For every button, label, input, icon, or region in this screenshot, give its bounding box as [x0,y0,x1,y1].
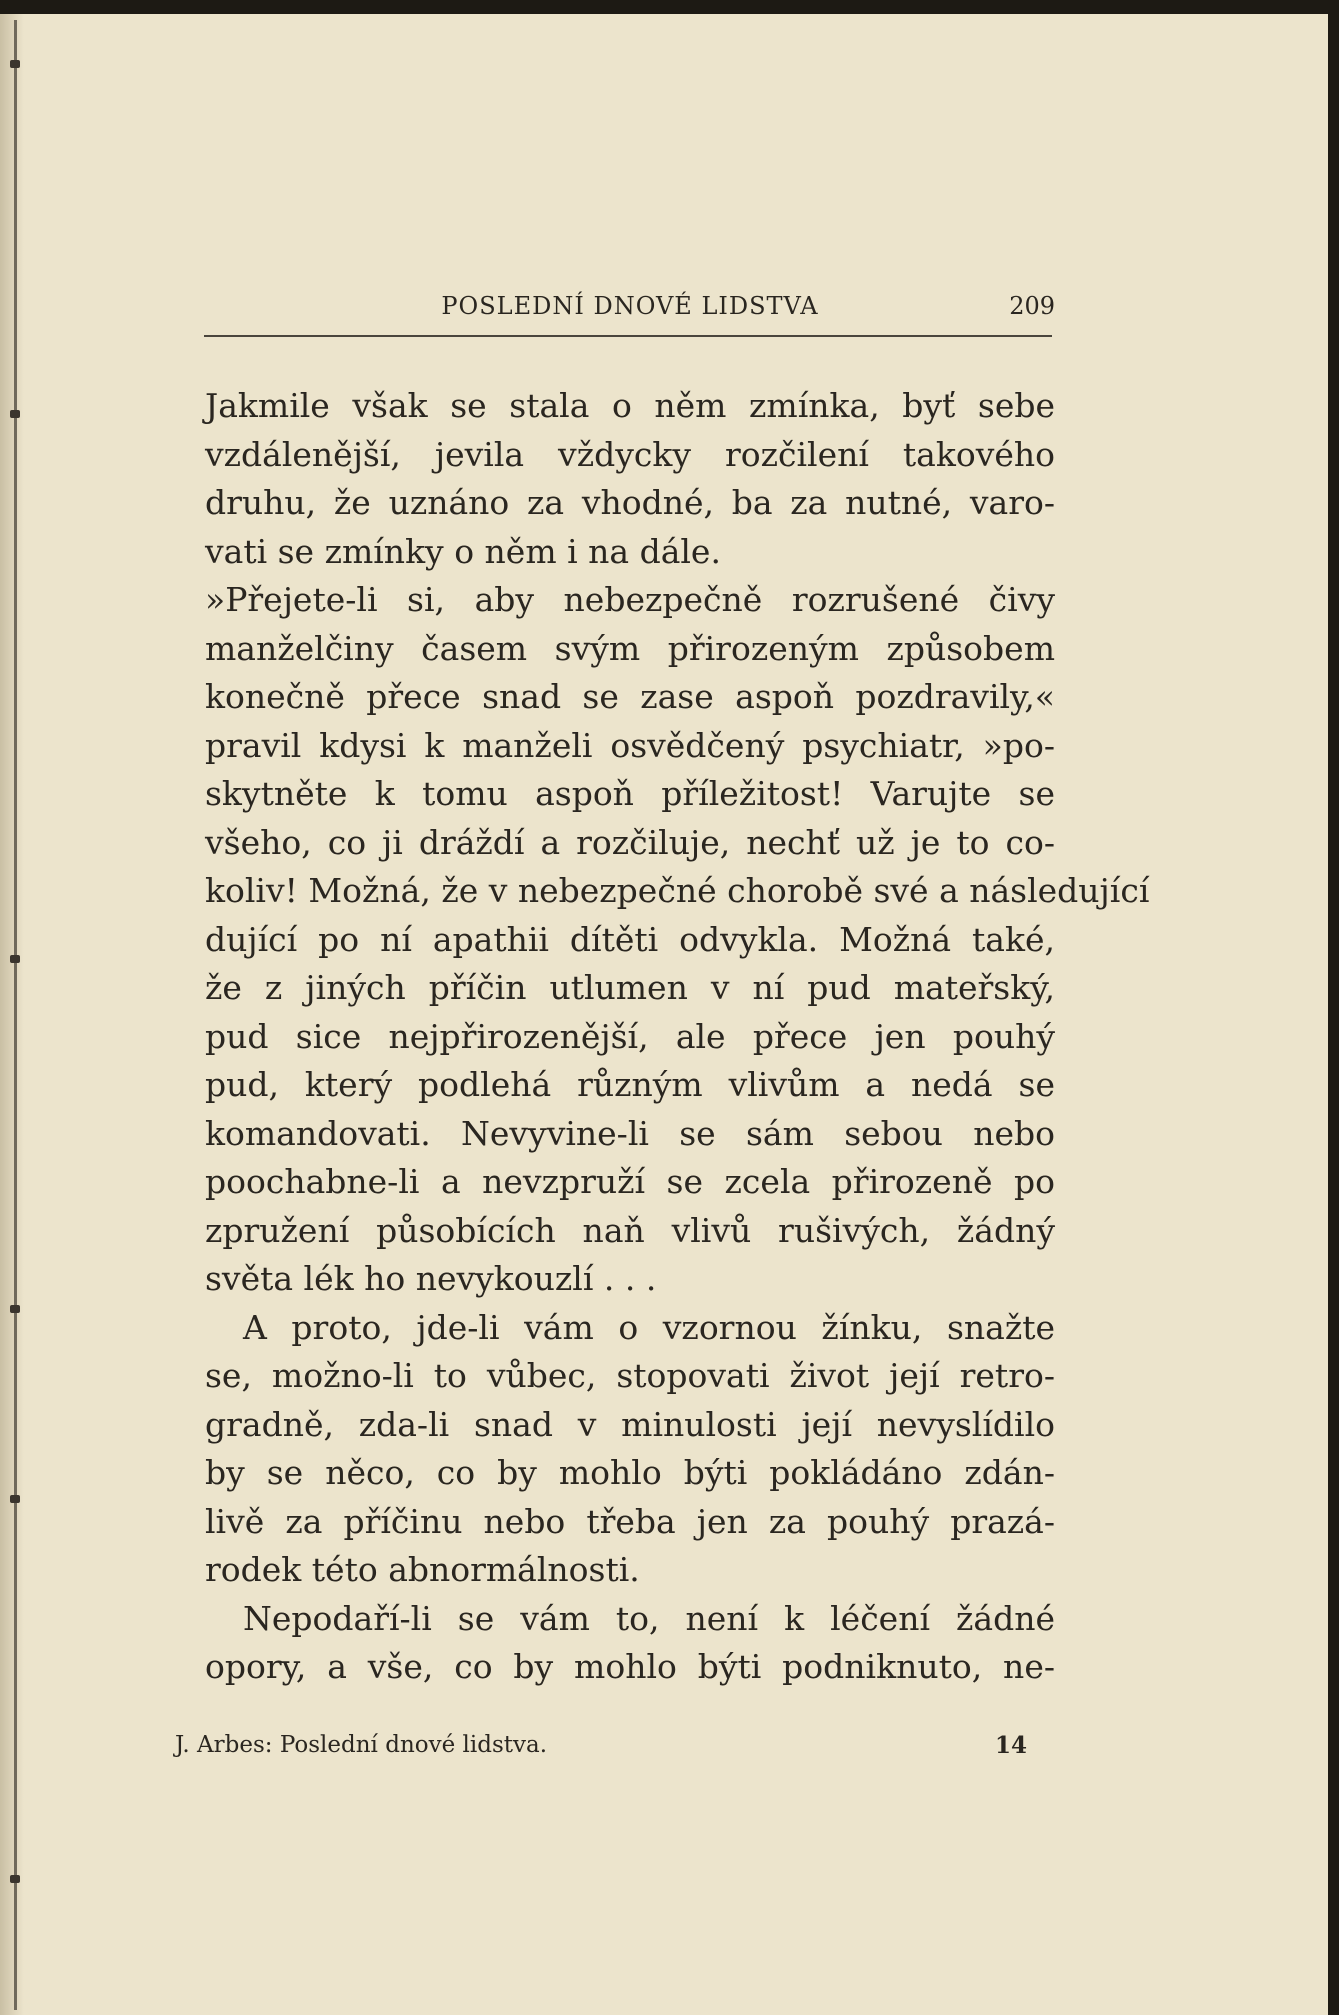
text-line: se, možno-li to vůbec, stopovati život její retro- [205,1356,1055,1395]
binding-mark [10,1305,20,1313]
text-line: pud sice nejpřirozenější, ale přece jen pouhý [205,1016,1055,1056]
binding-mark [10,1495,20,1503]
text-line: zpružení působících naň vlivů rušivých, žádný [205,1210,1055,1250]
text-line: pravil kdysi k manželi osvědčený psychiatr, »po- [205,725,1055,765]
text-line: druhu, že uznáno za vhodné, ba za nutné, varo- [205,483,1055,522]
text-line: »Přejete-li si, aby nebezpečně rozrušené čivy [205,580,1055,619]
text-line: by se něco, co by mohlo býti pokládáno zdán- [205,1453,1055,1492]
page-number: 209 [1009,292,1055,320]
binding-shadow-line [14,20,17,2010]
text-line: dující po ní apathii dítěti odvykla. Možná také, [205,919,1055,959]
text-line: komandovati. Nevyvine-li se sám sebou nebo [205,1113,1055,1153]
text-line: vati se zmínky o něm i na dále. [205,531,721,571]
text-line: gradně, zda-li snad v minulosti její nevyslídilo [205,1404,1055,1444]
text-line: koliv! Možná, že v nebezpečné chorobě své a následující [205,871,1150,910]
text-line: manželčiny časem svým přirozeným způsobem [205,628,1055,668]
header-rule [204,335,1052,337]
text-line: A proto, jde-li vám o vzornou žínku, snažte [243,1307,1055,1347]
running-head-title: POSLEDNÍ DNOVÉ LIDSTVA [441,292,819,320]
binding-mark [10,410,20,418]
text-line: konečně přece snad se zase aspoň pozdravily,« [205,677,1055,716]
paragraph [205,1304,1055,1595]
text-line: světa lék ho nevykouzlí . . . [205,1259,657,1298]
text-line: skytněte k tomu aspoň příležitost! Varujte se [205,774,1055,813]
text-line: Jakmile však se stala o něm zmínka, byť sebe [205,386,1055,425]
paragraph [205,576,1150,1304]
scan-top-edge [0,0,1339,14]
binding-mark [10,60,20,68]
text-line: vzdálenější, jevila vždycky rozčilení takového [205,434,1055,474]
paragraph [205,1595,1055,1692]
running-head [205,288,1055,328]
text-line: rodek této abnormálnosti. [205,1550,640,1589]
text-line: pud, který podlehá různým vlivům a nedá se [205,1065,1055,1104]
text-line: poochabne-li a nevzpruží se zcela přirozeně po [205,1162,1055,1201]
footer-signature: J. Arbes: Poslední dnové lidstva. [175,1732,548,1758]
footer-sheet-number: 14 [994,1732,1027,1759]
text-line: opory, a vše, co by mohlo býti podniknuto, ne- [205,1647,1055,1686]
binding-mark [10,1875,20,1883]
page-footer [175,1730,1027,1770]
binding-mark [10,955,20,963]
page-binding-edge [0,0,24,2015]
body-text [205,382,1150,1692]
text-line: livě za příčinu nebo třeba jen za pouhý prazá- [205,1501,1055,1541]
text-line: že z jiných příčin utlumen v ní pud mateřský, [205,968,1055,1007]
scan-right-edge [1328,0,1339,2015]
paragraph [205,382,1055,576]
text-line: Nepodaří-li se vám to, není k léčení žádné [243,1598,1055,1638]
text-line: všeho, co ji dráždí a rozčiluje, nechť už je to co- [205,822,1055,862]
